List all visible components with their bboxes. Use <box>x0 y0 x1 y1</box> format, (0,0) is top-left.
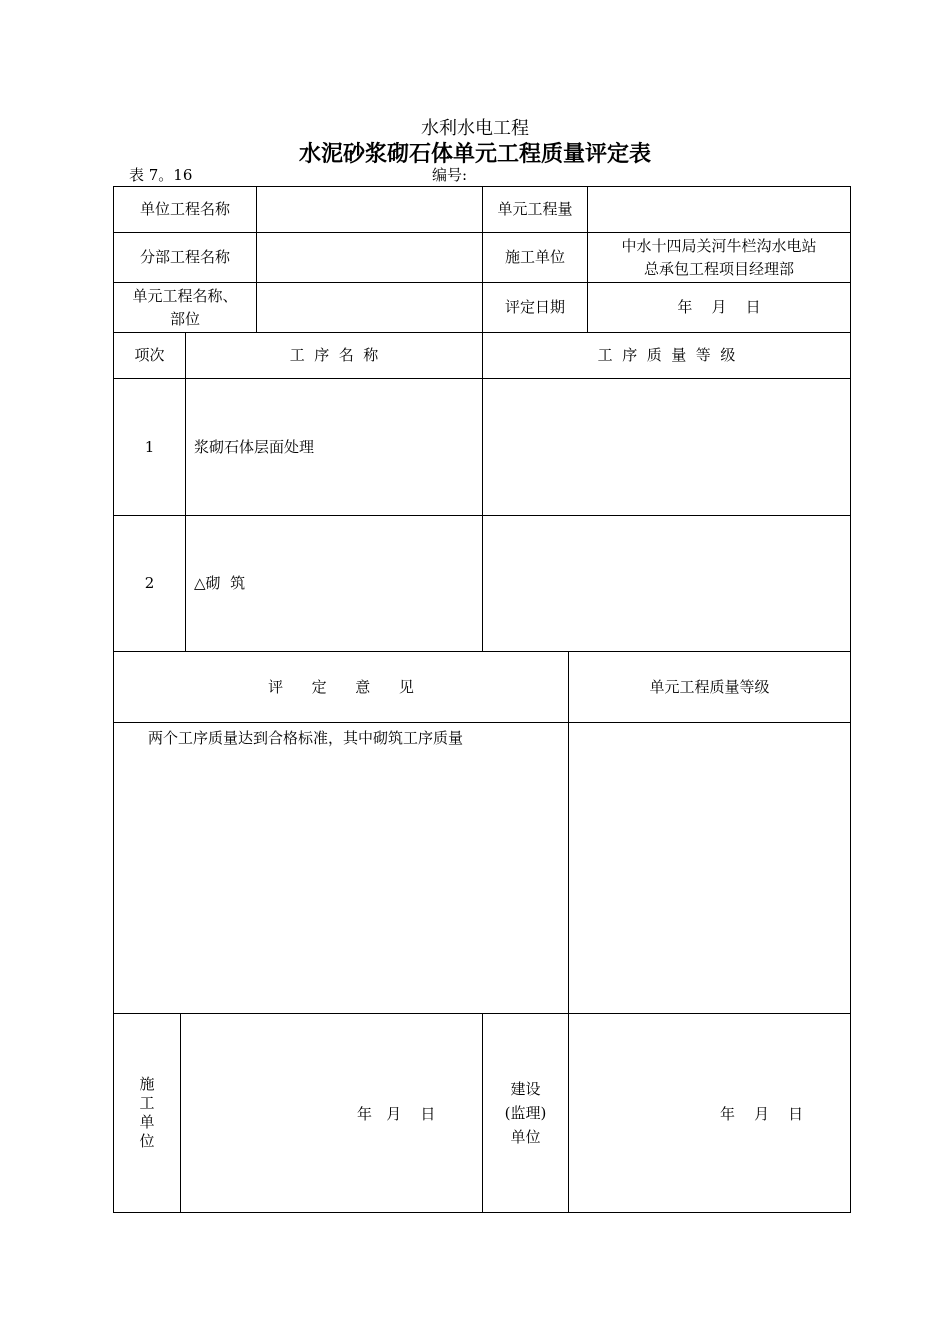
unit-work-name-value <box>257 283 482 332</box>
construction-sign-char-3: 单 <box>139 1113 155 1131</box>
process-row-2-no: 2 <box>144 574 155 592</box>
process-row-2-grade <box>483 516 850 651</box>
process-row-1-name: 浆砌石体层面处理 <box>194 437 315 456</box>
construction-sign-char-2: 工 <box>139 1094 155 1112</box>
construction-sign-date: 年 月 日 <box>357 1105 436 1123</box>
construction-unit-sign-label <box>114 1014 180 1212</box>
sub-project-name-label: 分部工程名称 <box>139 248 230 266</box>
unit-project-name-value <box>257 187 482 232</box>
unit-project-name-label: 单位工程名称 <box>139 200 230 218</box>
col-process-name-header: 工 序 名 称 <box>289 346 379 364</box>
owner-label-line2: (监理) <box>504 1104 547 1122</box>
table-number: 表 7。16 <box>129 166 193 184</box>
process-row-1-no: 1 <box>144 437 155 456</box>
unit-quality-grade-label: 单元工程质量等级 <box>649 677 770 696</box>
construction-unit-value-line2: 总承包工程项目经理部 <box>643 259 794 278</box>
col-item-header: 项次 <box>134 346 165 364</box>
process-row-2-name: △砌 筑 <box>194 574 246 592</box>
construction-unit-value <box>588 233 850 282</box>
evaluation-opinion-label: 评 定 意 见 <box>268 677 414 696</box>
construction-unit-label: 施工单位 <box>504 248 565 266</box>
unit-work-name-label <box>114 283 256 332</box>
eval-date-label: 评定日期 <box>504 298 565 316</box>
col-process-grade-header: 工 序 质 量 等 级 <box>597 346 736 364</box>
page-subtitle: 水利水电工程 <box>421 118 529 139</box>
serial-number-label: 编号: <box>432 166 468 184</box>
eval-date-value: 年 月 日 <box>677 298 761 316</box>
unit-work-quantity-value <box>588 187 850 232</box>
unit-work-name-label-line2: 部位 <box>169 309 200 328</box>
owner-label-line1: 建设 <box>510 1080 541 1098</box>
construction-sign-char-4: 位 <box>139 1132 155 1150</box>
construction-sign-char-1: 施 <box>139 1075 155 1093</box>
construction-unit-value-line1: 中水十四局关河牛栏沟水电站 <box>621 236 817 255</box>
unit-work-quantity-label: 单元工程量 <box>497 200 573 218</box>
unit-work-name-label-line1: 单元工程名称、 <box>132 286 238 305</box>
unit-quality-grade-value <box>569 723 850 1013</box>
process-row-1-grade <box>483 379 850 515</box>
sub-project-name-value <box>257 233 482 282</box>
evaluation-opinion-text: 两个工序质量达到合格标准，其中砌筑工序质量 <box>148 729 464 747</box>
owner-sign-date: 年 月 日 <box>720 1105 804 1123</box>
owner-supervisor-sign-label <box>483 1014 568 1212</box>
page-title: 水泥砂浆砌石体单元工程质量评定表 <box>298 141 651 167</box>
owner-label-line3: 单位 <box>510 1128 541 1146</box>
